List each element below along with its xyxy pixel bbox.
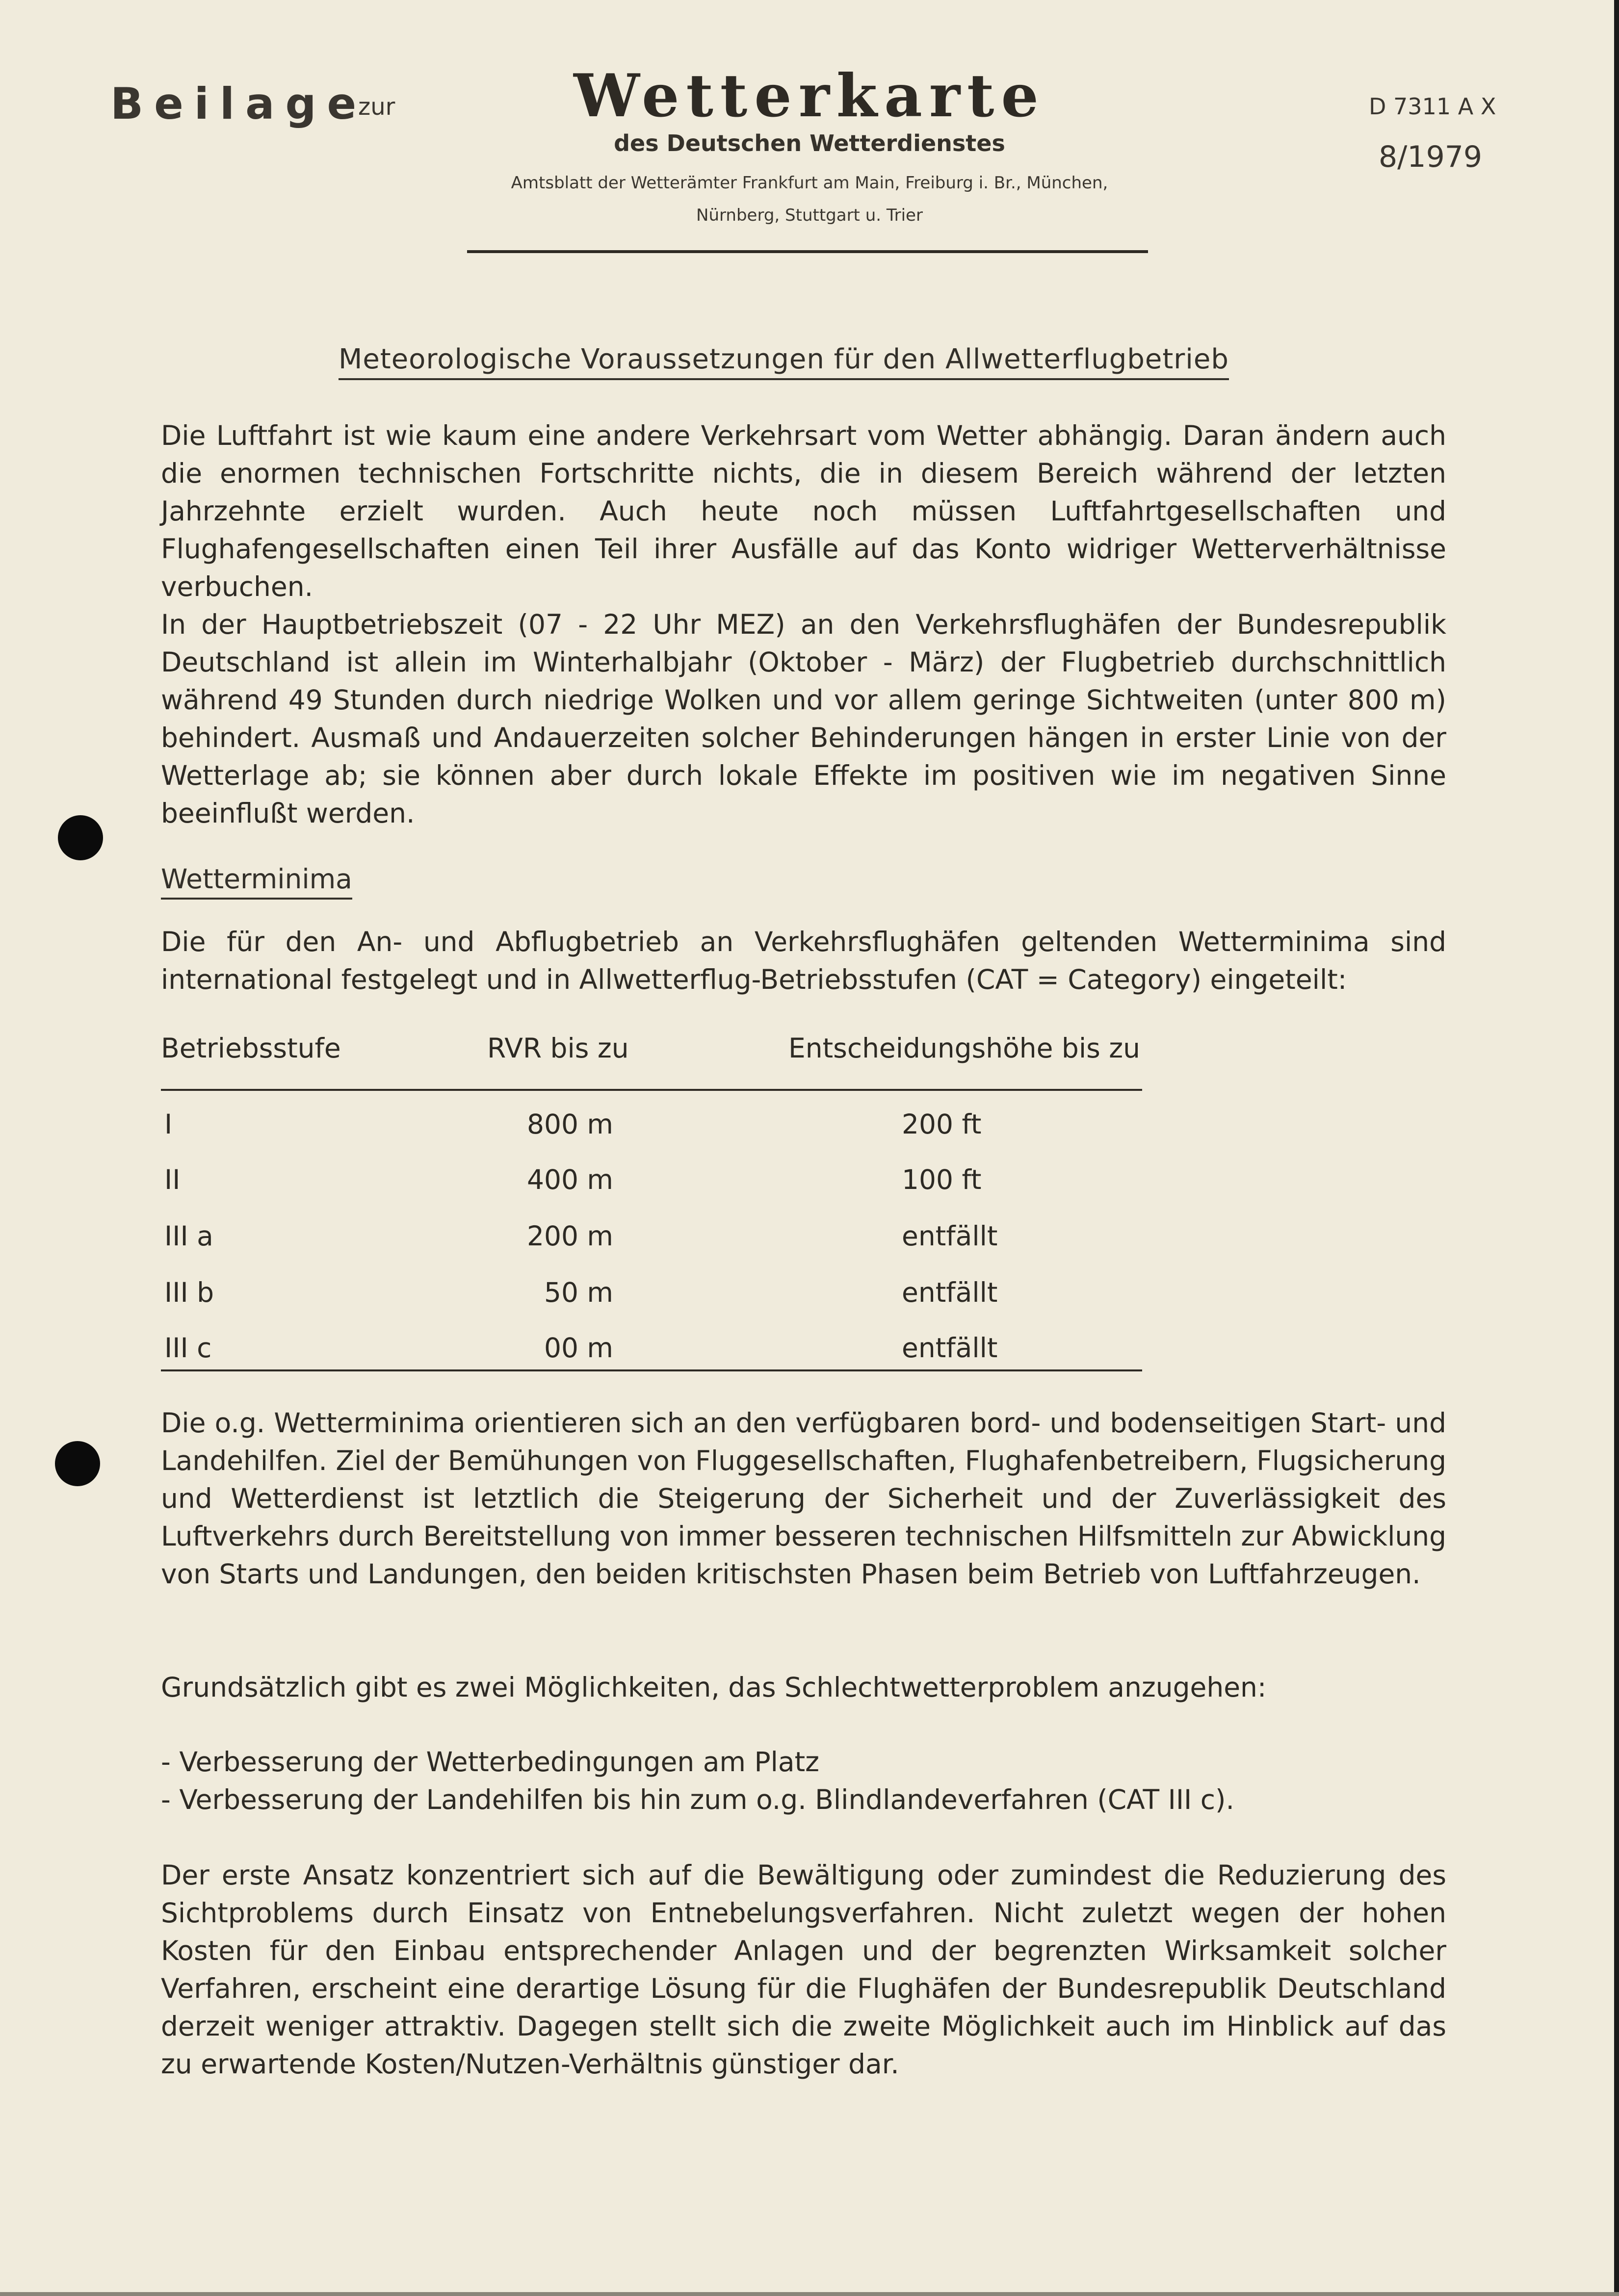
issue-number: 8/1979	[1379, 140, 1483, 174]
masthead-rule	[467, 250, 1148, 253]
section-title-wetterminima: Wetterminima	[161, 863, 352, 900]
paragraph-wetterminima: Die für den An- und Abflugbetrieb an Verkehrsflughäfen geltenden Wetterminima sind international festgelegt und in Allwetterflug-Betriebsstufen (CAT = Category) eingeteilt:	[161, 926, 1446, 995]
table-cell-rvr: 800 m	[526, 1109, 613, 1140]
table-header-entscheidungshoehe: Entscheidungshöhe bis zu	[788, 1032, 1140, 1064]
page-edge-bottom	[0, 2292, 1619, 2296]
table-cell-rvr: 00 m	[544, 1332, 613, 1364]
table-cell-rvr: 400 m	[526, 1164, 613, 1195]
table-cell-hoehe: entfällt	[902, 1277, 998, 1308]
paragraph-hauptbetriebszeit: In der Hauptbetriebszeit (07 - 22 Uhr MEZ) an den Verkehrsflughäfen der Bundesrepublik Deutschland ist allein im Winterhalbjahr (Oktober - März) der Flugbetrieb durchschnittlich während 49 Stunden durch niedrige Wolken und vor allem geringe Sichtweiten (unter 800 m) behindert. Ausmaß und Andauerzeiten solcher Behinderungen hängen in erster Linie von der Wetterlage ab; sie können aber durch lokale Effekte im positiven wie im negativen Sinne beeinflußt werden.	[161, 609, 1446, 829]
punch-hole-top	[58, 815, 103, 860]
table-cell-stufe: III b	[164, 1277, 214, 1308]
paragraph-orientierung: Die o.g. Wetterminima orientieren sich an den verfügbaren bord- und bodenseitigen Start- und Landehilfen. Ziel der Bemühungen von Fluggesellschaften, Flughafenbetreibern, Flugsicherung und Wetterdienst ist letztlich die Steigerung der Sicherheit und der Zuverlässigkeit des Luftverkehrs durch Bereitstellung von immer besseren technischen Hilfsmitteln zur Abwicklung von Starts und Landungen, den beiden kritischsten Phasen beim Betrieb von Luftfahrzeugen.	[161, 1407, 1446, 1590]
table-cell-hoehe: 100 ft	[902, 1164, 982, 1195]
publication-code: D 7311 A X	[1369, 93, 1496, 120]
table-header-betriebsstufe: Betriebsstufe	[161, 1032, 341, 1064]
table-header-rvr: RVR bis zu	[487, 1032, 629, 1064]
table-cell-rvr: 200 m	[526, 1220, 613, 1252]
table-cell-rvr: 50 m	[544, 1277, 613, 1308]
paragraph-intro: Die Luftfahrt ist wie kaum eine andere Verkehrsart vom Wetter abhängig. Daran ändern auch die enormen technischen Fortschritte nichts, die in diesem Bereich während der letzten Jahrzehnte erzielt wurden. Auch heute noch müssen Luftfahrtgesellschaften und Flughafengesellschaften einen Teil ihrer Ausfälle auf das Konto widriger Wetterverhältnisse verbuchen.	[161, 420, 1446, 602]
table-cell-stufe: III c	[164, 1332, 212, 1364]
table-cell-hoehe: 200 ft	[902, 1109, 982, 1140]
table-bottom-rule	[161, 1369, 1142, 1371]
table-cell-hoehe: entfällt	[902, 1220, 998, 1252]
masthead-amtsblatt	[442, 167, 1177, 232]
masthead-title: Wetterkarte	[574, 61, 1045, 130]
table-cell-stufe: III a	[164, 1220, 213, 1252]
amtsblatt-line-1: Amtsblatt der Wetterämter Frankfurt am Main, Freiburg i. Br., München,	[511, 173, 1108, 193]
masthead-beilage: Beilage	[110, 78, 367, 129]
table-cell-hoehe: entfällt	[902, 1332, 998, 1364]
paragraph-erster-ansatz: Der erste Ansatz konzentriert sich auf die Bewältigung oder zumindest die Reduzierung des Sichtproblems durch Einsatz von Entnebelungsverfahren. Nicht zuletzt wegen der hohen Kosten für den Einbau entsprechender Anlagen und der begrenzten Wirksamkeit solcher Verfahren, erscheint eine derartige Lösung für die Flughäfen der Bundesrepublik Deutschland derzeit weniger attraktiv. Dagegen stellt sich die zweite Möglichkeit auch im Hinblick auf das zu erwartende Kosten/Nutzen-Verhältnis günstiger dar.	[161, 1859, 1446, 2080]
table-cell-stufe: I	[164, 1109, 173, 1140]
list-item: - Verbesserung der Wetterbedingungen am Platz	[161, 1746, 820, 1778]
masthead-subtitle: des Deutschen Wetterdienstes	[614, 130, 1005, 156]
masthead-zur: zur	[358, 93, 395, 121]
list-item: - Verbesserung der Landehilfen bis hin zum o.g. Blindlandeverfahren (CAT III c).	[161, 1784, 1234, 1815]
amtsblatt-line-2: Nürnberg, Stuttgart u. Trier	[696, 206, 923, 225]
page-edge	[1614, 0, 1619, 2296]
table-header-rule	[161, 1089, 1142, 1091]
paragraph-moeglichkeiten: Grundsätzlich gibt es zwei Möglichkeiten, das Schlechtwetterproblem anzugehen:	[161, 1672, 1267, 1703]
punch-hole-bottom	[55, 1441, 100, 1486]
document-title: Meteorologische Voraussetzungen für den Allwetterflugbetrieb	[339, 343, 1229, 380]
table-cell-stufe: II	[164, 1164, 181, 1195]
